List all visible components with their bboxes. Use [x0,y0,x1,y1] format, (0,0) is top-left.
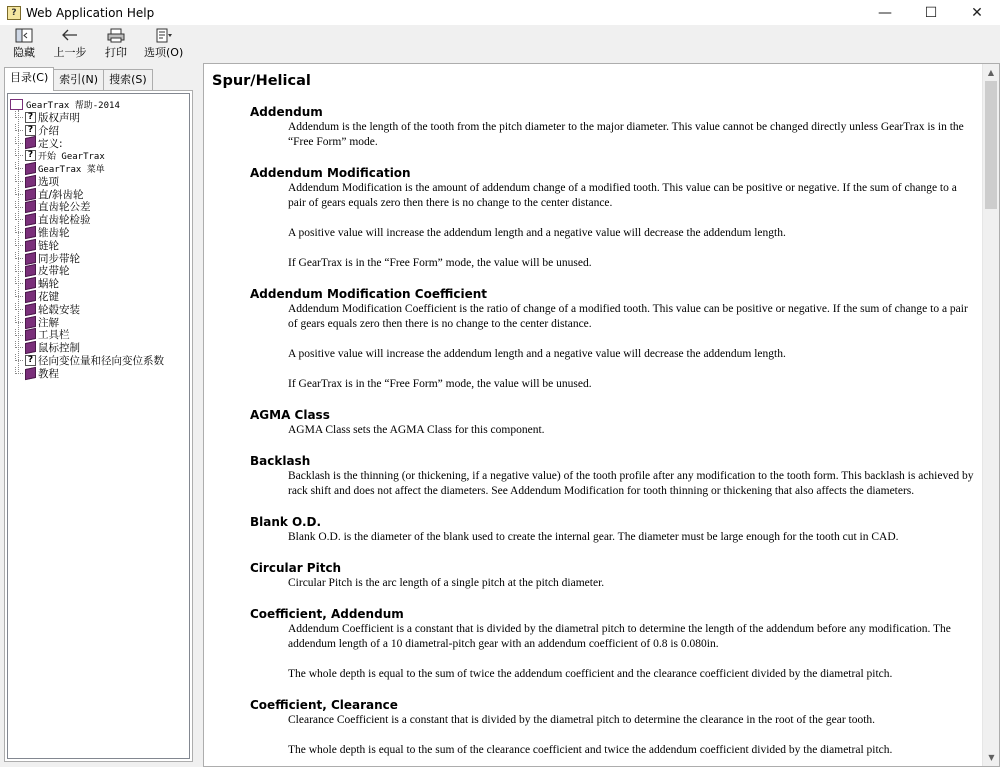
page-icon: ? [25,125,36,136]
tree-item[interactable] [10,201,187,214]
tree-item[interactable] [10,175,187,188]
tree-item-label: 开始 GearTrax [38,152,105,163]
term-section [250,514,974,545]
options-icon [154,27,174,43]
navigation-pane [0,63,199,767]
term-section [250,286,974,392]
tab-search[interactable]: 搜索(S) [103,69,153,91]
book-icon [25,264,36,277]
tree-item[interactable] [10,354,187,367]
tree-item[interactable] [10,265,187,278]
term-definition: Blank O.D. is the diameter of the blank used to create the internal gear. The diameter must be large enough for the tooth cut in CAD. [288,531,899,543]
hide-pane-icon [14,27,34,43]
book-icon [25,290,36,303]
tree-item-label: 直齿轮检验 [38,214,91,227]
tree-connector [15,124,23,131]
page-title: Spur/Helical [212,73,311,89]
tree-item-label: 介绍 [38,124,59,137]
vertical-scrollbar[interactable] [982,64,999,766]
tree-connector [15,162,23,169]
book-icon [25,328,36,341]
toolbar [0,25,1000,61]
title-bar [0,0,1000,25]
tree-item[interactable] [10,149,187,162]
tab-panel [4,90,193,762]
term-section [250,606,974,682]
contents-tree[interactable] [7,93,190,759]
tree-item-label: 锥齿轮 [38,227,70,240]
tree-connector [15,290,23,297]
maximize-button[interactable]: ☐ [924,4,938,21]
term-definition: Addendum Coefficient is a constant that is divided by the diametral pitch to determine the length of the addendum before any modification. The addendum length of a 10 diametral-pitch gear with an addendum coefficient of 0.8 is 0.080in. [288,623,951,650]
term-heading: Addendum Modification [250,166,411,180]
back-label: 上一步 [53,46,87,59]
book-icon [25,315,36,328]
tree-item[interactable] [10,162,187,175]
book-icon [25,188,36,201]
term-definition: Clearance Coefficient is a constant that is divided by the diametral pitch to determine the clearance in the root of the gear tooth. [288,714,876,726]
term-heading: Blank O.D. [250,515,322,529]
term-heading: Circular Pitch [250,561,342,575]
hide-button[interactable] [6,25,42,60]
tree-item-label: 鼠标控制 [38,342,80,355]
options-label: 选项(O) [144,46,184,59]
tree-item-label: 定义: [38,137,63,150]
tree-connector [15,226,23,233]
term-heading: Backlash [250,454,311,468]
tree-connector [15,201,23,208]
term-heading: Coefficient, Clearance [250,698,398,712]
term-definition: If GearTrax is in the “Free Form” mode, the value will be unused. [288,378,592,390]
tree-items [10,111,187,380]
tree-item-label: 选项 [38,175,59,188]
tab-contents[interactable]: 目录(C) [4,67,54,91]
tree-item-label: 蜗轮 [38,278,59,291]
window-title: Web Application Help [26,5,155,20]
term-heading: Addendum Modification Coefficient [250,287,487,301]
term-definition: AGMA Class sets the AGMA Class for this component. [288,424,545,436]
tree-connector [15,341,23,348]
close-button[interactable]: ✕ [971,4,983,21]
tree-item[interactable] [10,367,187,380]
term-definition: The whole depth is equal to the sum of twice the addendum coefficient and the clearance coefficient divided by the diametral pitch. [288,668,893,680]
tree-item[interactable] [10,111,187,124]
tree-item[interactable] [10,124,187,137]
book-icon [25,239,36,252]
tree-item-label: GearTrax 菜单 [38,165,105,176]
printer-icon [106,27,126,43]
nav-tabs [4,67,152,91]
page-icon: ? [25,355,36,366]
document [212,72,974,767]
tree-item[interactable] [10,290,187,303]
tree-connector [15,149,23,156]
term-heading: Coefficient, Addendum [250,607,404,621]
tree-item[interactable] [10,316,187,329]
tree-connector [15,303,23,310]
tree-item-label: 径向变位量和径向变位系数 [38,355,164,368]
tree-root-label: GearTrax 帮助-2014 [26,101,120,111]
tree-item-label: 同步带轮 [38,252,80,265]
content-pane [203,63,1000,767]
term-definition: A positive value will increase the addendum length and a negative value will decrease the addendum length. [288,348,786,360]
term-definition: A positive value will increase the addendum length and a negative value will decrease the addendum length. [288,227,786,239]
tree-connector [15,252,23,259]
term-section [250,407,974,438]
tree-connector [15,188,23,195]
scroll-down-icon[interactable]: ▼ [988,753,995,762]
book-icon [25,213,36,226]
book-icon [25,136,36,149]
tree-item[interactable] [10,329,187,342]
tree-item-label: 注解 [38,316,59,329]
page-icon: ? [25,112,36,123]
term-definition: Addendum Modification is the amount of addendum change of a modified tooth. This value can be positive or negative. If the sum of change to a pair of gears equals zero then there is no change to the center distance. [288,182,957,209]
tree-item[interactable] [10,188,187,201]
term-definition: Addendum Modification Coefficient is the ratio of change of a modified tooth. This value can be positive or negative. If the sum of change to a pair of gears equals zero then there is no change to the center distance. [288,303,968,330]
tree-root[interactable] [10,98,187,111]
page-icon: ? [25,150,36,161]
term-definition: Addendum is the length of the tooth from the pitch diameter to the major diameter. This value cannot be changed directly unless GearTrax is in the “Free Form” mode. [288,121,964,148]
tree-connector [15,175,23,182]
book-icon [25,175,36,188]
term-section [250,697,974,758]
tree-item-label: 链轮 [38,239,59,252]
tree-connector [15,265,23,272]
tree-item[interactable] [10,303,187,316]
print-label: 打印 [105,46,127,59]
tab-index[interactable]: 索引(N) [53,69,104,91]
open-book-icon [10,99,23,110]
tree-item-label: 花键 [38,291,59,304]
window-controls [862,0,1000,25]
scroll-up-icon[interactable]: ▲ [987,68,995,77]
tree-connector [15,137,23,144]
tree-connector [15,111,23,118]
tree-item-label: 教程 [38,367,59,380]
tree-connector [15,213,23,220]
term-section [250,104,974,150]
term-heading: Addendum [250,105,323,119]
minimize-button[interactable]: — [878,4,892,21]
tree-item-label: 皮带轮 [38,265,70,278]
tree-item-label: 工具栏 [38,329,70,342]
term-definition: Backlash is the thinning (or thickening, if a negative value) of the tooth profile after any modification to the tooth form. This backlash is achieved by rack shift and does not affect the diameters. See Addendum Modification for tooth thinning or thickening that also affects the diameters. [288,470,974,497]
tree-item-label: 直/斜齿轮 [38,188,84,201]
tree-item-label: 直齿轮公差 [38,201,91,214]
tree-connector [15,277,23,284]
tree-item[interactable] [10,252,187,265]
help-file-icon: ? [7,6,21,20]
tree-item-label: 版权声明 [38,111,80,124]
term-section [250,453,974,499]
tree-connector [15,367,23,374]
tree-item[interactable] [10,137,187,150]
back-button[interactable] [52,25,88,60]
term-definition: Circular Pitch is the arc length of a single pitch at the pitch diameter. [288,577,605,589]
tree-connector [15,329,23,336]
hide-label: 隐藏 [13,46,35,59]
tree-item[interactable] [10,239,187,252]
scroll-thumb[interactable] [985,81,997,209]
book-icon [25,303,36,316]
term-section [250,560,974,591]
tree-item[interactable] [10,213,187,226]
tree-item[interactable] [10,226,187,239]
tree-connector [15,354,23,361]
term-definition: If GearTrax is in the “Free Form” mode, the value will be unused. [288,257,592,269]
book-icon [25,226,36,239]
book-icon [25,200,36,213]
term-definition: The whole depth is equal to the sum of the clearance coefficient and twice the addendum coefficient divided by the diametral pitch. [288,744,893,756]
arrow-left-icon [60,27,80,43]
tree-item[interactable] [10,277,187,290]
book-icon [25,277,36,290]
options-button[interactable] [144,25,183,60]
tree-item-label: 轮毂安装 [38,303,80,316]
print-button[interactable] [98,25,134,60]
book-icon [25,251,36,264]
book-icon [25,367,36,380]
term-heading: AGMA Class [250,408,330,422]
term-list [212,104,974,758]
term-section [250,165,974,271]
book-icon [25,341,36,354]
tree-connector [15,316,23,323]
book-icon [25,162,36,175]
tree-connector [15,239,23,246]
